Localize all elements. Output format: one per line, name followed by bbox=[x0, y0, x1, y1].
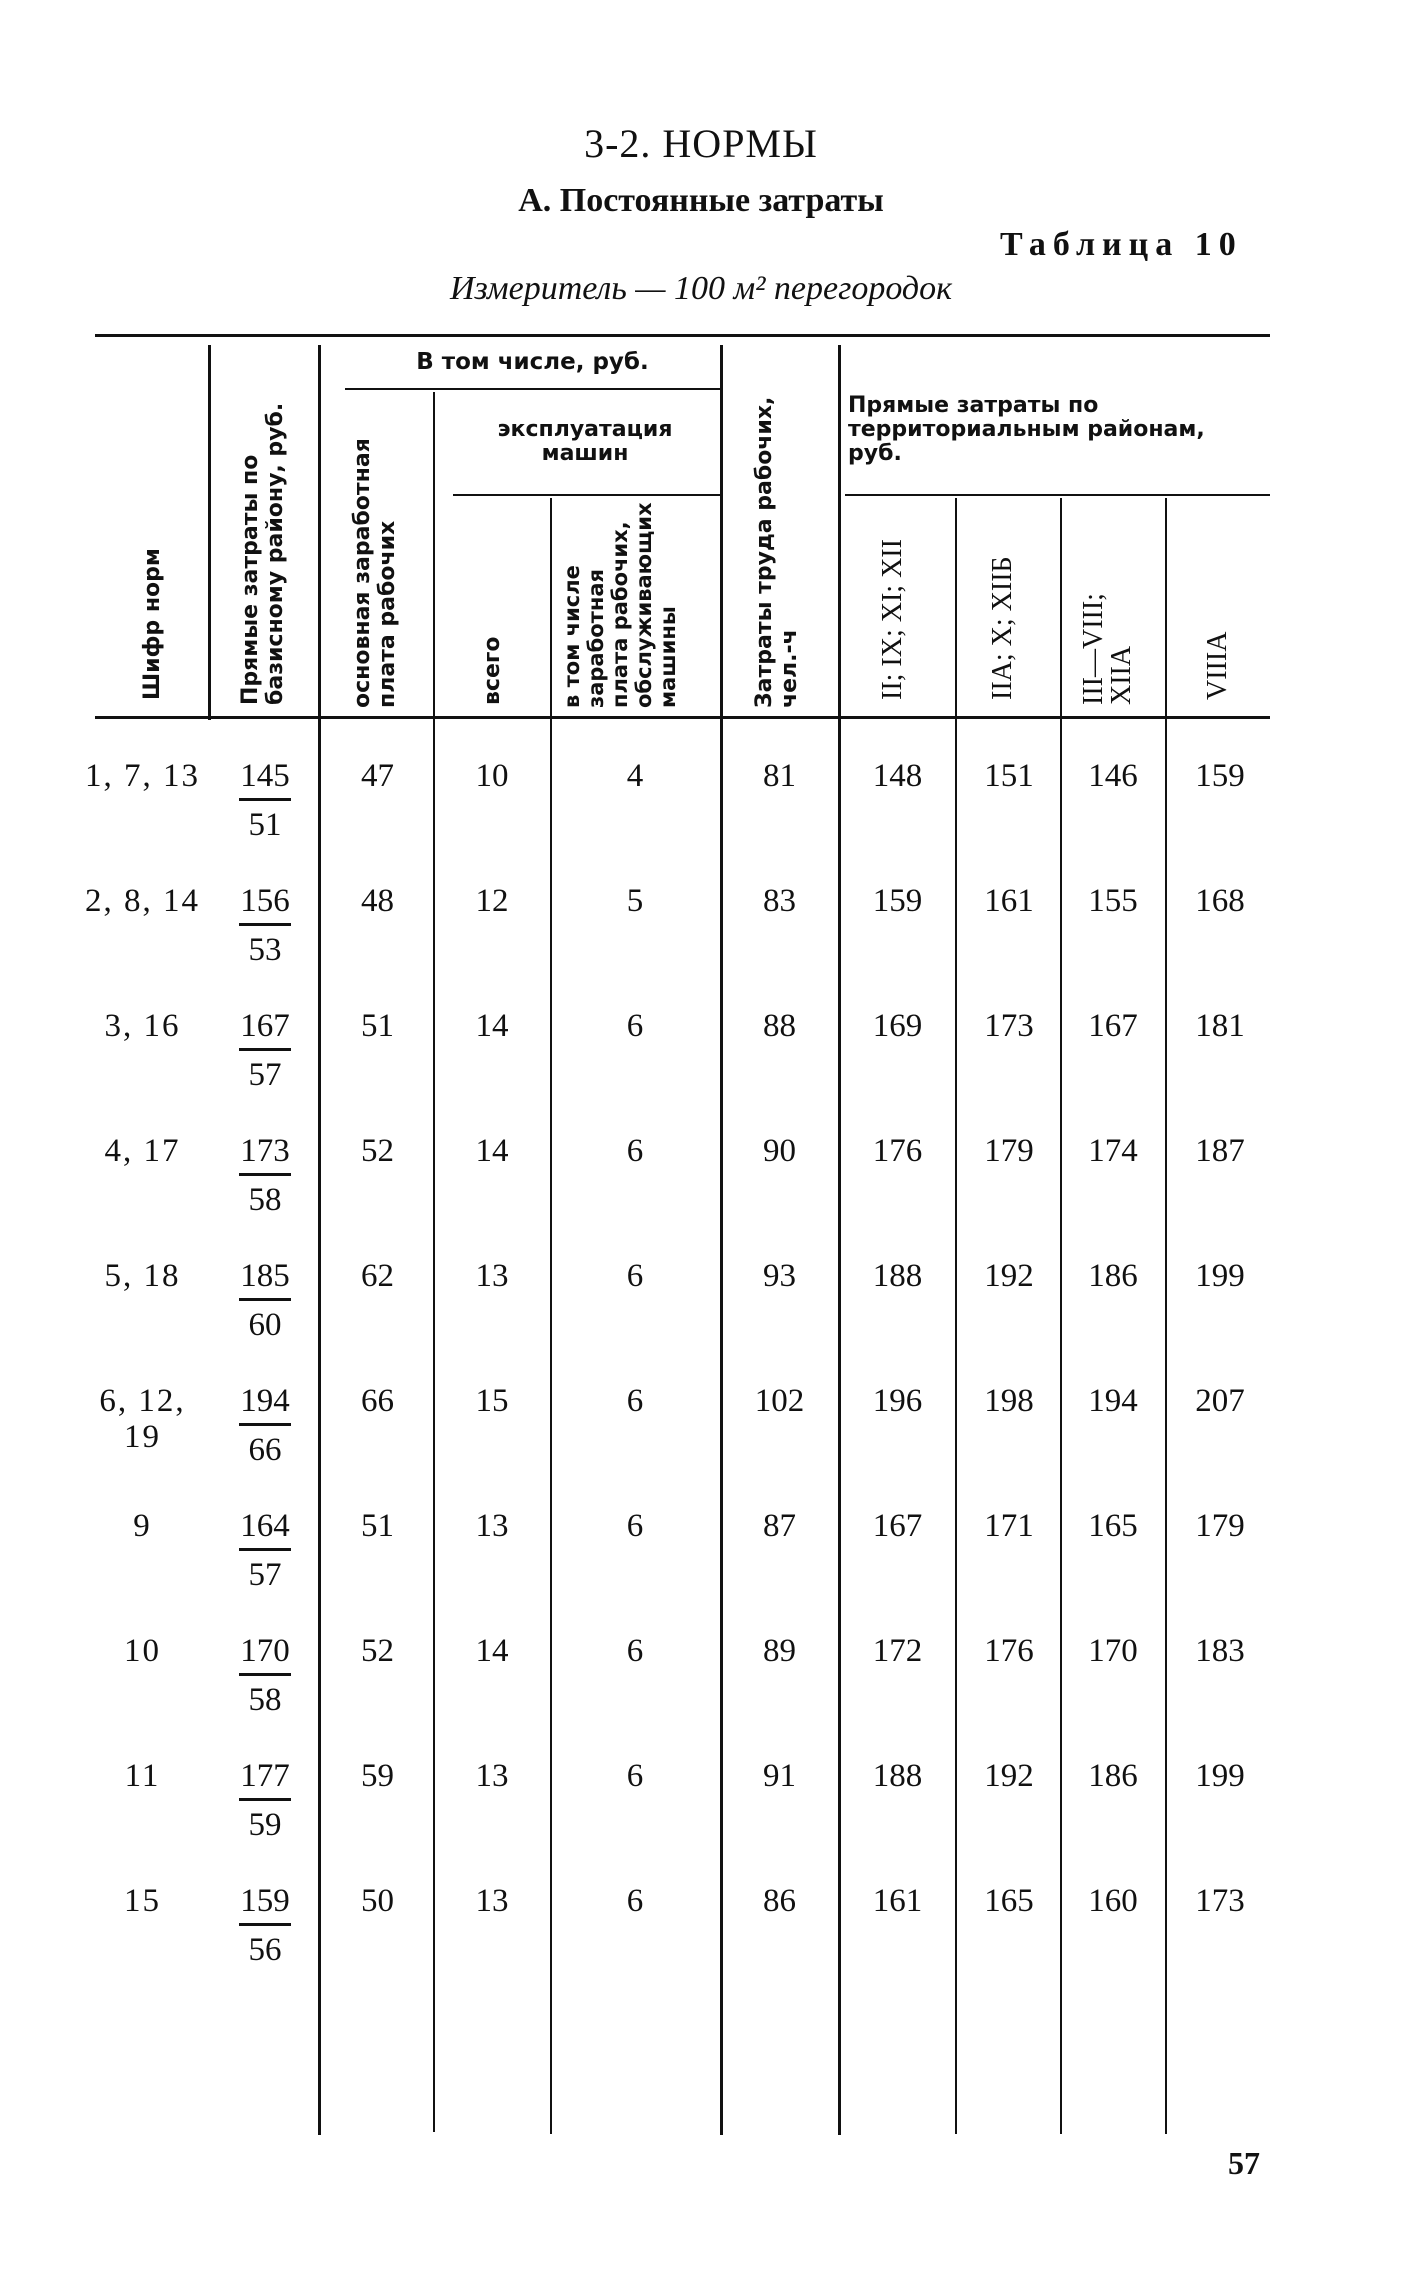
cell-incl-wage: 4 bbox=[626, 758, 644, 794]
cell-r3: 146 bbox=[1088, 758, 1138, 794]
col-rule-8 bbox=[1060, 498, 1062, 2134]
fraction-bar bbox=[239, 1673, 291, 1676]
direct-value: 194 bbox=[240, 1383, 290, 1419]
cell-base-wage: 52 bbox=[361, 1133, 394, 1169]
col-rule-2 bbox=[318, 345, 321, 2135]
machine-rule bbox=[453, 494, 720, 496]
cell-r4: 173 bbox=[1195, 1883, 1245, 1919]
cell-incl-wage: 6 bbox=[626, 1758, 644, 1794]
cell-r4: 159 bbox=[1195, 758, 1245, 794]
header-machine-operation: эксплуатация машин bbox=[497, 417, 673, 466]
direct-value: 177 bbox=[240, 1758, 290, 1794]
cell-incl-wage: 6 bbox=[626, 1633, 644, 1669]
header-labor: Затраты труда рабочих, чел.-ч bbox=[752, 396, 802, 708]
cell-base-wage: 51 bbox=[361, 1008, 394, 1044]
header-base-wage: основная заработная плата рабочих bbox=[350, 438, 400, 708]
col-rule-7 bbox=[955, 498, 957, 2134]
table-top-rule bbox=[95, 334, 1270, 337]
cell-cipher: 6, 12, 19 bbox=[99, 1383, 186, 1455]
header-region-2: IIA; X; XIIБ bbox=[987, 556, 1018, 700]
cell-r1: 196 bbox=[872, 1383, 923, 1419]
cell-direct-base bbox=[220, 883, 310, 968]
cell-direct-base bbox=[220, 1758, 310, 1843]
direct-sub-value: 57 bbox=[248, 1557, 282, 1593]
direct-sub-value: 53 bbox=[248, 932, 282, 968]
cell-total: 10 bbox=[475, 758, 509, 794]
direct-sub-value: 59 bbox=[248, 1807, 282, 1843]
cell-cipher: 5, 18 bbox=[104, 1258, 181, 1294]
cell-direct-base bbox=[220, 1508, 310, 1593]
cell-base-wage: 66 bbox=[361, 1383, 394, 1419]
cell-r2: 151 bbox=[984, 758, 1034, 794]
cell-labor: 90 bbox=[763, 1133, 796, 1169]
cell-r2: 173 bbox=[984, 1008, 1034, 1044]
col-rule-5 bbox=[720, 345, 723, 2135]
cell-base-wage: 48 bbox=[361, 883, 394, 919]
cell-r4: 199 bbox=[1195, 1758, 1245, 1794]
cell-r1: 188 bbox=[872, 1758, 923, 1794]
cell-r2: 161 bbox=[984, 883, 1034, 919]
header-territorial: Прямые затраты по территориальным районам, руб. bbox=[848, 393, 1205, 466]
cell-r4: 199 bbox=[1195, 1258, 1245, 1294]
including-rule bbox=[345, 388, 720, 390]
cell-r3: 170 bbox=[1088, 1633, 1138, 1669]
table-label: Таблица 10 bbox=[1000, 226, 1243, 263]
header-incl-wage: в том числе заработная плата рабочих, обслуживающих машины bbox=[560, 502, 680, 708]
cell-base-wage: 51 bbox=[361, 1508, 394, 1544]
cell-r4: 168 bbox=[1195, 883, 1245, 919]
direct-sub-value: 57 bbox=[248, 1057, 282, 1093]
header-region-3: III—VIII; XIIA bbox=[1078, 593, 1137, 705]
direct-value: 167 bbox=[240, 1008, 290, 1044]
cell-cipher: 11 bbox=[124, 1758, 161, 1794]
cell-total: 13 bbox=[475, 1258, 509, 1294]
cell-direct-base bbox=[220, 1008, 310, 1093]
cell-r4: 187 bbox=[1195, 1133, 1245, 1169]
header-total: всего bbox=[480, 636, 505, 705]
cell-incl-wage: 6 bbox=[626, 1508, 644, 1544]
cell-labor: 89 bbox=[763, 1633, 796, 1669]
cell-r2: 179 bbox=[984, 1133, 1034, 1169]
cell-labor: 102 bbox=[754, 1383, 805, 1419]
cell-total: 15 bbox=[475, 1383, 509, 1419]
page-number: 57 bbox=[1228, 2145, 1260, 2181]
cell-direct-base bbox=[220, 1133, 310, 1218]
cell-r1: 161 bbox=[872, 1883, 923, 1919]
cell-r1: 169 bbox=[872, 1008, 923, 1044]
cell-r3: 155 bbox=[1088, 883, 1138, 919]
cell-cipher: 15 bbox=[124, 1883, 161, 1919]
cell-r4: 181 bbox=[1195, 1008, 1245, 1044]
measure-unit: Измеритель — 100 м² перегородок bbox=[449, 270, 953, 307]
cell-r2: 192 bbox=[984, 1758, 1034, 1794]
direct-value: 173 bbox=[240, 1133, 290, 1169]
cell-incl-wage: 5 bbox=[626, 883, 644, 919]
fraction-bar bbox=[239, 1298, 291, 1301]
col-rule-6 bbox=[838, 345, 841, 2135]
cell-cipher: 10 bbox=[124, 1633, 161, 1669]
cell-base-wage: 59 bbox=[361, 1758, 394, 1794]
cell-incl-wage: 6 bbox=[626, 1383, 644, 1419]
header-region-4: VIIIA bbox=[1202, 631, 1233, 700]
cell-r1: 148 bbox=[872, 758, 923, 794]
subsection-title: А. Постоянные затраты bbox=[518, 182, 884, 219]
cell-r4: 183 bbox=[1195, 1633, 1245, 1669]
col-rule-3 bbox=[433, 392, 435, 2132]
cell-r3: 174 bbox=[1088, 1133, 1138, 1169]
cell-r3: 186 bbox=[1088, 1758, 1138, 1794]
cell-direct-base bbox=[220, 1258, 310, 1343]
header-region-1: II; IX; XI; XII bbox=[877, 539, 908, 700]
direct-sub-value: 58 bbox=[248, 1682, 282, 1718]
direct-sub-value: 56 bbox=[248, 1932, 282, 1968]
cell-direct-base bbox=[220, 1633, 310, 1718]
cell-total: 14 bbox=[475, 1133, 509, 1169]
cell-labor: 87 bbox=[763, 1508, 796, 1544]
cell-base-wage: 50 bbox=[361, 1883, 394, 1919]
cell-r2: 171 bbox=[984, 1508, 1034, 1544]
cell-direct-base bbox=[220, 1383, 310, 1468]
cell-r2: 165 bbox=[984, 1883, 1034, 1919]
direct-sub-value: 66 bbox=[248, 1432, 282, 1468]
direct-value: 170 bbox=[240, 1633, 290, 1669]
cell-base-wage: 47 bbox=[361, 758, 394, 794]
cell-incl-wage: 6 bbox=[626, 1258, 644, 1294]
direct-sub-value: 58 bbox=[248, 1182, 282, 1218]
header-cipher: Шифр норм bbox=[140, 548, 165, 700]
section-title: 3-2. НОРМЫ bbox=[584, 121, 818, 166]
cell-cipher: 9 bbox=[133, 1508, 152, 1544]
fraction-bar bbox=[239, 1048, 291, 1051]
cell-r3: 194 bbox=[1088, 1383, 1138, 1419]
cell-incl-wage: 6 bbox=[626, 1008, 644, 1044]
cell-total: 14 bbox=[475, 1008, 509, 1044]
cell-r1: 167 bbox=[872, 1508, 923, 1544]
direct-value: 145 bbox=[240, 758, 290, 794]
cell-labor: 81 bbox=[763, 758, 796, 794]
cell-total: 13 bbox=[475, 1508, 509, 1544]
col-rule-9 bbox=[1165, 498, 1167, 2134]
direct-value: 156 bbox=[240, 883, 290, 919]
cell-r3: 167 bbox=[1088, 1008, 1138, 1044]
fraction-bar bbox=[239, 1173, 291, 1176]
cell-incl-wage: 6 bbox=[626, 1133, 644, 1169]
cell-incl-wage: 6 bbox=[626, 1883, 644, 1919]
fraction-bar bbox=[239, 1423, 291, 1426]
cell-base-wage: 52 bbox=[361, 1633, 394, 1669]
cell-cipher: 2, 8, 14 bbox=[85, 883, 200, 919]
fraction-bar bbox=[239, 1798, 291, 1801]
cell-r3: 165 bbox=[1088, 1508, 1138, 1544]
cell-total: 13 bbox=[475, 1883, 509, 1919]
cell-labor: 86 bbox=[763, 1883, 796, 1919]
cell-total: 12 bbox=[475, 883, 509, 919]
cell-r4: 207 bbox=[1195, 1383, 1245, 1419]
cell-r4: 179 bbox=[1195, 1508, 1245, 1544]
cell-r2: 198 bbox=[984, 1383, 1034, 1419]
direct-value: 159 bbox=[240, 1883, 290, 1919]
cell-labor: 93 bbox=[763, 1258, 796, 1294]
cell-r1: 176 bbox=[872, 1133, 923, 1169]
header-bottom-rule bbox=[95, 716, 1270, 719]
direct-value: 185 bbox=[240, 1258, 290, 1294]
cell-cipher: 1, 7, 13 bbox=[85, 758, 200, 794]
header-direct-base: Прямые затраты по базисному району, руб. bbox=[238, 402, 288, 705]
direct-value: 164 bbox=[240, 1508, 290, 1544]
cell-labor: 91 bbox=[763, 1758, 796, 1794]
direct-sub-value: 60 bbox=[248, 1307, 282, 1343]
cell-total: 13 bbox=[475, 1758, 509, 1794]
fraction-bar bbox=[239, 798, 291, 801]
cell-r1: 159 bbox=[872, 883, 923, 919]
header-including: В том числе, руб. bbox=[416, 349, 649, 375]
cell-r1: 188 bbox=[872, 1258, 923, 1294]
fraction-bar bbox=[239, 923, 291, 926]
territorial-rule bbox=[845, 494, 1270, 496]
cell-direct-base bbox=[220, 758, 310, 843]
cell-r2: 176 bbox=[984, 1633, 1034, 1669]
fraction-bar bbox=[239, 1923, 291, 1926]
fraction-bar bbox=[239, 1548, 291, 1551]
cell-base-wage: 62 bbox=[361, 1258, 394, 1294]
cell-labor: 88 bbox=[763, 1008, 796, 1044]
direct-sub-value: 51 bbox=[248, 807, 282, 843]
cell-cipher: 3, 16 bbox=[104, 1008, 181, 1044]
cell-direct-base bbox=[220, 1883, 310, 1968]
cell-cipher: 4, 17 bbox=[104, 1133, 181, 1169]
cell-total: 14 bbox=[475, 1633, 509, 1669]
cell-r1: 172 bbox=[872, 1633, 923, 1669]
cell-r3: 160 bbox=[1088, 1883, 1138, 1919]
col-rule-1 bbox=[208, 345, 211, 720]
cell-r3: 186 bbox=[1088, 1258, 1138, 1294]
cell-labor: 83 bbox=[763, 883, 796, 919]
cell-r2: 192 bbox=[984, 1258, 1034, 1294]
col-rule-4 bbox=[550, 498, 552, 2134]
